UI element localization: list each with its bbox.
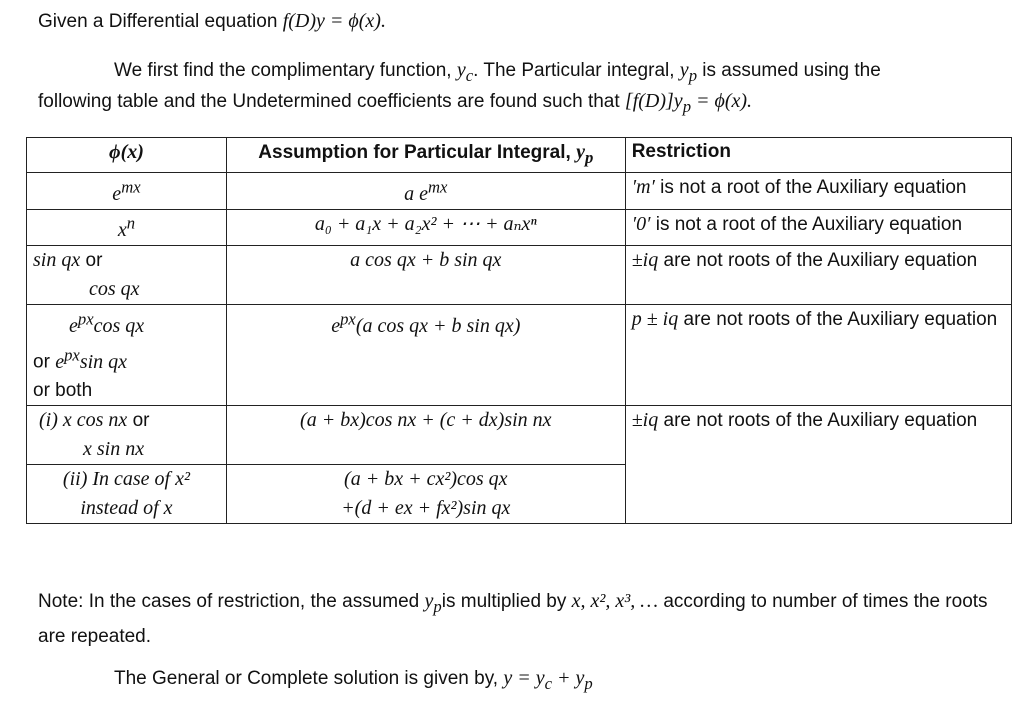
cell-assumption: (a + bx + cx²)cos qx +(d + ex + fx²)sin qx (226, 464, 625, 523)
cell-assumption: (a + bx)cos nx + (c + dx)sin nx (226, 405, 625, 464)
cell-assumption: a $e^{mx}$ (226, 173, 625, 210)
table-row (27, 246, 1012, 305)
cell-assumption: a₀ + a₁x + a₂x² + ⋯ + aₙxⁿ (226, 209, 625, 246)
cell-phi: $x^n$ (27, 209, 227, 246)
yp-symbol: $y_p$ (424, 590, 442, 616)
cell-restriction: p ± iq are not roots of the Auxiliary equation (625, 305, 1011, 405)
condition-equation: $[f(D)]y_p = \phi(x)$. (624, 90, 753, 116)
general-solution: The General or Complete solution is given by, $y = y_c + y_p$ (114, 667, 593, 693)
cell-phi: $e^{mx}$ (27, 173, 227, 210)
intro-line-1 (38, 8, 386, 35)
table-header-row (27, 138, 1012, 173)
cell-restriction: ±iq are not roots of the Auxiliary equation (625, 246, 1011, 305)
header-restriction: Restriction (625, 138, 1011, 173)
cell-phi: (i) x cos nx or x sin nx (27, 405, 227, 464)
cell-assumption: a cos qx + b sin qx (226, 246, 625, 305)
cell-restriction: ′m′ is not a root of the Auxiliary equation (625, 173, 1011, 210)
header-phi: ϕ(x) (27, 138, 227, 173)
yp-symbol: $y_p$ (679, 59, 698, 85)
table-row (27, 405, 1012, 464)
intro-text: following table and the Undetermined coefficients are found such that (38, 91, 620, 112)
cell-assumption: $e^{px}(a$ cos qx + b sin qx) (226, 305, 625, 405)
note-paragraph: Note: In the cases of restriction, the assumed $y_pis$ multiplied by x, x², x³, … according to number of times the roots are repeated. (38, 590, 988, 647)
general-solution-equation: $y = y_c + y_p$ (503, 667, 593, 693)
table-row (27, 173, 1012, 210)
cell-restriction: ±iq are not roots of the Auxiliary equation (625, 405, 1011, 523)
table-row (27, 305, 1012, 405)
intro-text: We first find the complimentary function, (114, 60, 452, 81)
cell-phi: sin qx or cos qx (27, 246, 227, 305)
cell-restriction: ′0′ is not a root of the Auxiliary equation (625, 209, 1011, 246)
power-series: x, x², x³, … (571, 590, 659, 612)
table-row (27, 209, 1012, 246)
intro-text: . The Particular integral, (473, 60, 675, 81)
intro-text: Given a Differential equation (38, 11, 278, 32)
header-assumption: Assumption for Particular Integral, $y_p$ (226, 138, 625, 173)
cell-phi: $e^{px}\cos$ qx or $e^{px}\sin$ qx or both (27, 305, 227, 405)
intro-text: is assumed using the (702, 60, 881, 81)
cell-phi: (ii) In case of x² instead of x (27, 464, 227, 523)
yc-symbol: $y_c$ (456, 59, 474, 85)
differential-equation: f(D)y = ϕ(x). (282, 10, 386, 32)
intro-line-2 (114, 57, 881, 89)
particular-integral-table (26, 137, 1012, 524)
intro-line-3 (38, 88, 752, 120)
